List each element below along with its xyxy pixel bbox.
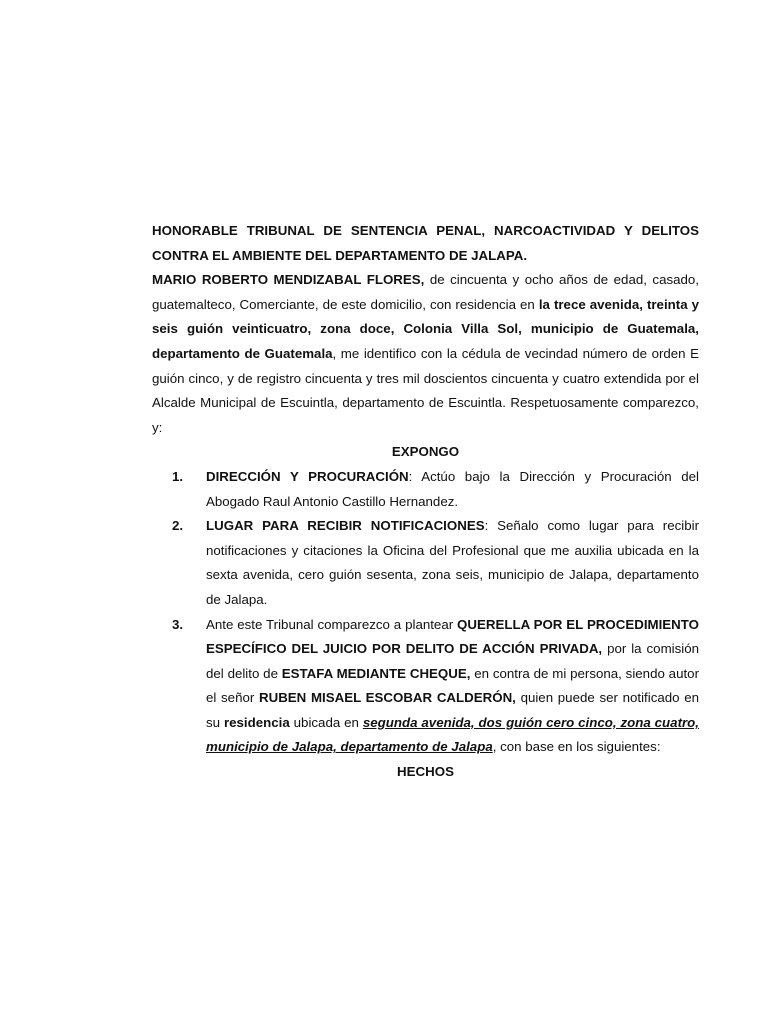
item-title: LUGAR PARA RECIBIR NOTIFICACIONES xyxy=(206,518,485,534)
intro-text-1: de cincuenta y ocho años de edad, casado, guatemalteco, Comerciante, de este domicilio, con residencia en xyxy=(152,272,699,312)
item-text-3: en contra de mi persona, siendo autor el señor xyxy=(206,665,699,706)
list-number: 3. xyxy=(172,616,184,632)
item-text-1: Ante este Tribunal comparezco a plantear xyxy=(206,616,458,632)
crime-name: ESTAFA MEDIANTE CHEQUE, xyxy=(281,665,471,681)
list-item-body xyxy=(206,465,699,514)
list-item xyxy=(152,613,699,761)
list-number: 1. xyxy=(172,468,184,484)
defendant-name: RUBEN MISAEL ESCOBAR CALDERÓN, xyxy=(259,690,516,706)
list-number: 2. xyxy=(172,518,184,534)
section-expongo: EXPONGO xyxy=(391,444,460,460)
plaintiff-address: la trece avenida, treinta y seis guión veinticuatro, zona doce, Colonia Villa Sol, municipio de Guatemala, departamento de Guatemala xyxy=(152,296,699,361)
item-text-5: ubicada en xyxy=(289,714,363,730)
list-item-body xyxy=(206,613,699,761)
list-item-body xyxy=(206,514,699,612)
item-title: DIRECCIÓN Y PROCURACIÓN xyxy=(206,468,409,484)
section-hechos: HECHOS xyxy=(397,764,454,780)
item-text-6: , con base en los siguientes: xyxy=(492,739,661,755)
item-text-4: quien puede ser notificado en su xyxy=(206,690,700,730)
intro-text-2: , me identifico con la cédula de vecindad número de orden E guión cinco, y de registro cincuenta y tres mil doscientos cincuenta y cuatro extendida por el Alcalde Municipal de Escuintla, departamento de Escuintla. Respetuosamente comparezco, y: xyxy=(152,345,699,435)
plaintiff-name: MARIO ROBERTO MENDIZABAL FLORES, xyxy=(152,272,425,288)
residence-label: residencia xyxy=(223,714,290,730)
numbered-list xyxy=(152,465,699,760)
defendant-address: segunda avenida, dos guión cero cinco, zona cuatro, municipio de Jalapa, departamento de Jalapa xyxy=(206,714,699,755)
list-item xyxy=(152,514,699,612)
item-text: : Señalo como lugar para recibir notificaciones y citaciones la Oficina del Profesional que me auxilia ubicada en la sexta avenida, cero guión sesenta, zona seis, municipio de Jalapa, departamento de Jalapa. xyxy=(206,518,700,607)
intro-paragraph xyxy=(152,268,699,440)
item-text: : Actúo bajo la Dirección y Procuración del Abogado Raul Antonio Castillo Hernandez. xyxy=(206,468,700,509)
querella-title: QUERELLA POR EL PROCEDIMIENTO ESPECÍFICO DEL JUICIO POR DELITO DE ACCIÓN PRIVADA, xyxy=(206,616,699,657)
item-text-2: por la comisión del delito de xyxy=(206,641,699,681)
document-body xyxy=(152,219,699,785)
court-heading: HONORABLE TRIBUNAL DE SENTENCIA PENAL, NARCOACTIVIDAD Y DELITOS CONTRA EL AMBIENTE DEL DEPARTAMENTO DE JALAPA. xyxy=(152,223,699,263)
list-item xyxy=(152,465,699,514)
